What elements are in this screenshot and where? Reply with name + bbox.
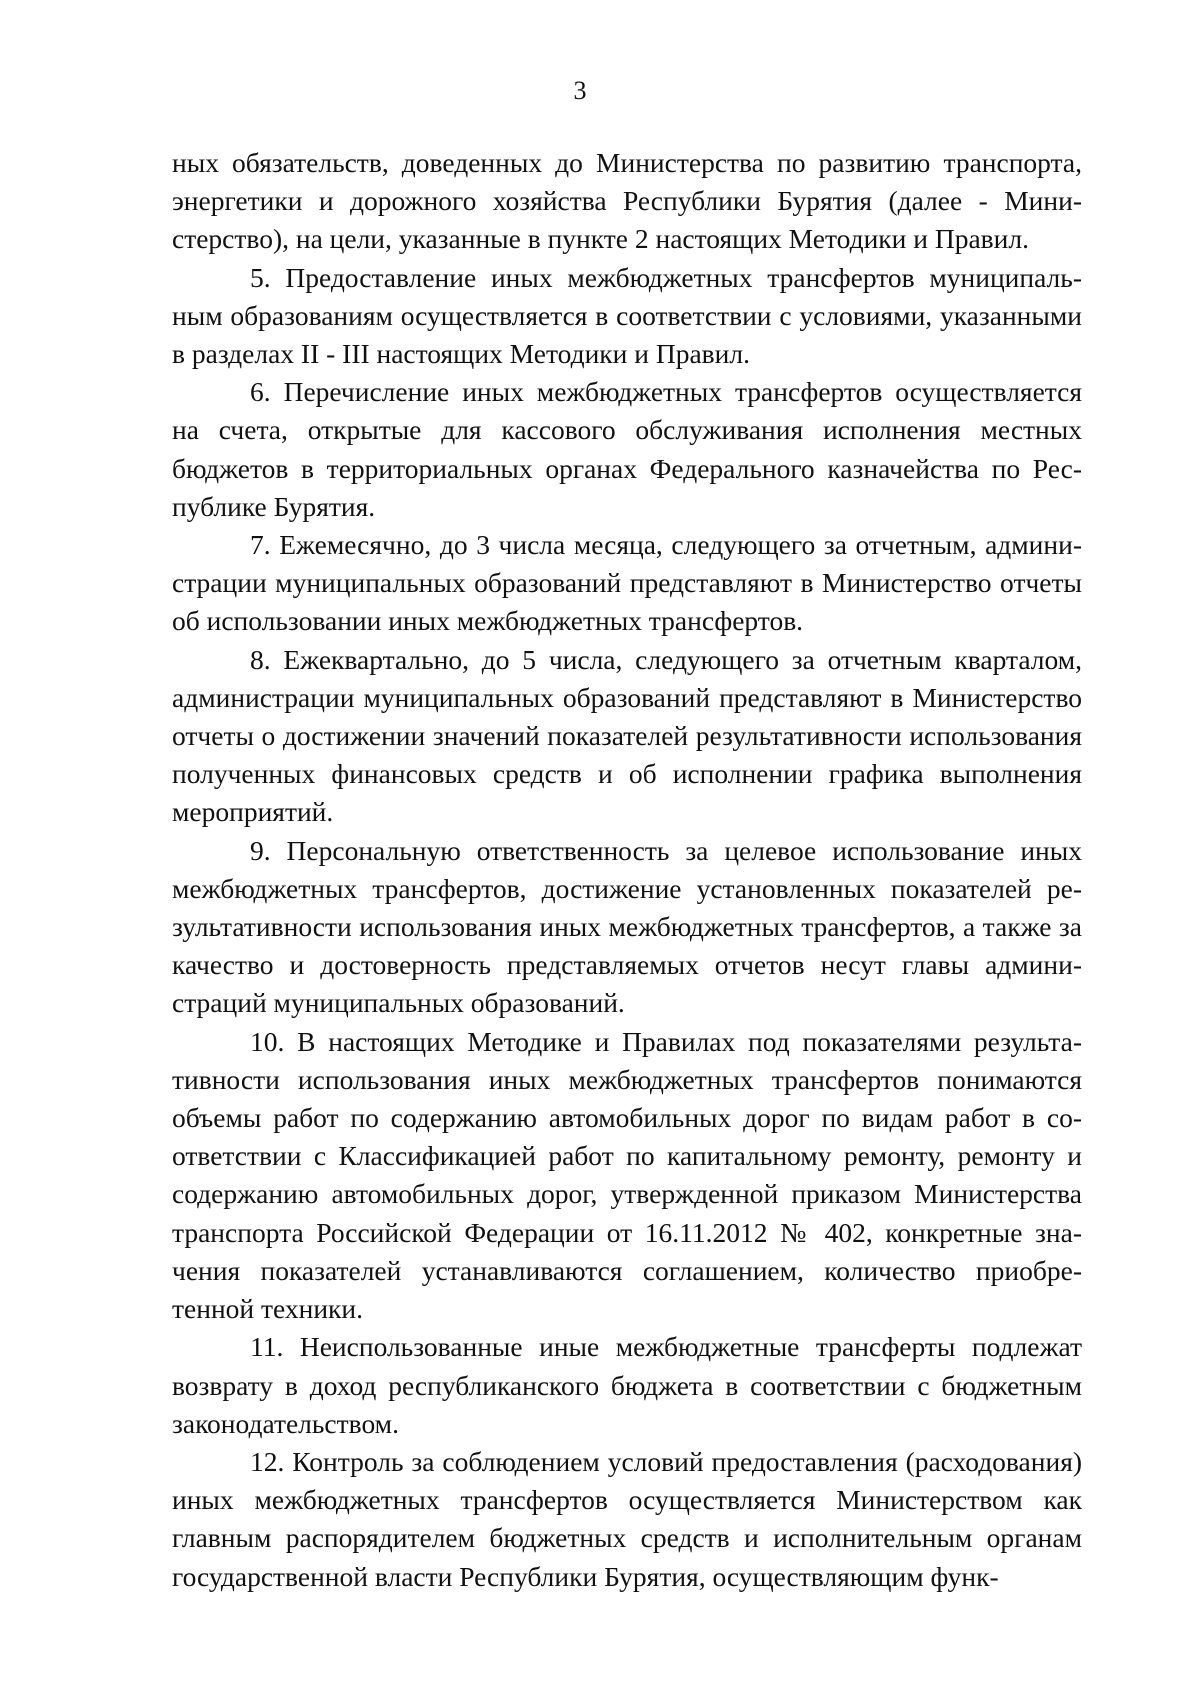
paragraph-11: 11. Неиспользованные иные межбюджетные трансферты подлежат возврату в доход республиканского бюджета в соответствии с бюджетным законодательством.: [172, 1331, 1082, 1439]
paragraph-10: 10. В настоящих Методике и Правилах под показателями результативности использования иных межбюджетных трансфертов понимаются объемы работ по содержанию автомобильных дорог по видам работ в соответствии с Классификацией работ по капитальному ремонту, ремонту и содержанию автомобильных дорог, утвержденной приказом Министерства транспорта Российской Федерации от 16.11.2012 № 402, конкретные значения показателей устанавливаются соглашением, количество приобретенной техники.: [172, 1025, 1082, 1325]
paragraph-continuation: ных обязательств, доведенных до Министерства по развитию транспорта, энергетики и дорожного хозяйства Республики Бурятия (далее - Министерство), на цели, указанные в пункте 2 настоящих Методики и Правил.: [172, 147, 1082, 255]
paragraph-9: 9. Персональную ответственность за целевое использование иных межбюджетных трансфертов, достижение установленных показателей результативности использования иных межбюджетных трансфертов, а также за качество и достоверность представляемых отчетов несут главы администраций муниципальных образований.: [172, 834, 1082, 1019]
paragraph-5: 5. Предоставление иных межбюджетных трансфертов муниципальным образованиям осуществляется в соответствии с условиями, указанными в разделах II - III настоящих Методики и Правил.: [172, 261, 1082, 370]
paragraph-7: 7. Ежемесячно, до 3 числа месяца, следующего за отчетным, администрации муниципальных образований представляют в Министерство отчеты об использовании иных межбюджетных трансфертов.: [172, 529, 1082, 637]
paragraph-12: 12. Контроль за соблюдением условий предоставления (расходования) иных межбюджетных трансфертов осуществляется Министерством как главным распорядителем бюджетных средств и исполнительным органам государственной власти Республики Бурятия, осуществляющим функ-: [172, 1445, 1082, 1592]
document-body: [172, 144, 1082, 1596]
page-number: 3: [573, 76, 587, 105]
paragraph-6: 6. Перечисление иных межбюджетных трансфертов осуществляется на счета, открытые для кассового обслуживания исполнения местных бюджетов в территориальных органах Федерального казначейства по Республике Бурятия.: [172, 376, 1082, 522]
paragraph-8: 8. Ежеквартально, до 5 числа, следующего за отчетным кварталом, администрации муниципальных образований представляют в Министерство отчеты о достижении значений показателей результативности использования полученных финансовых средств и об исполнении графика выполнения мероприятий.: [172, 643, 1082, 828]
